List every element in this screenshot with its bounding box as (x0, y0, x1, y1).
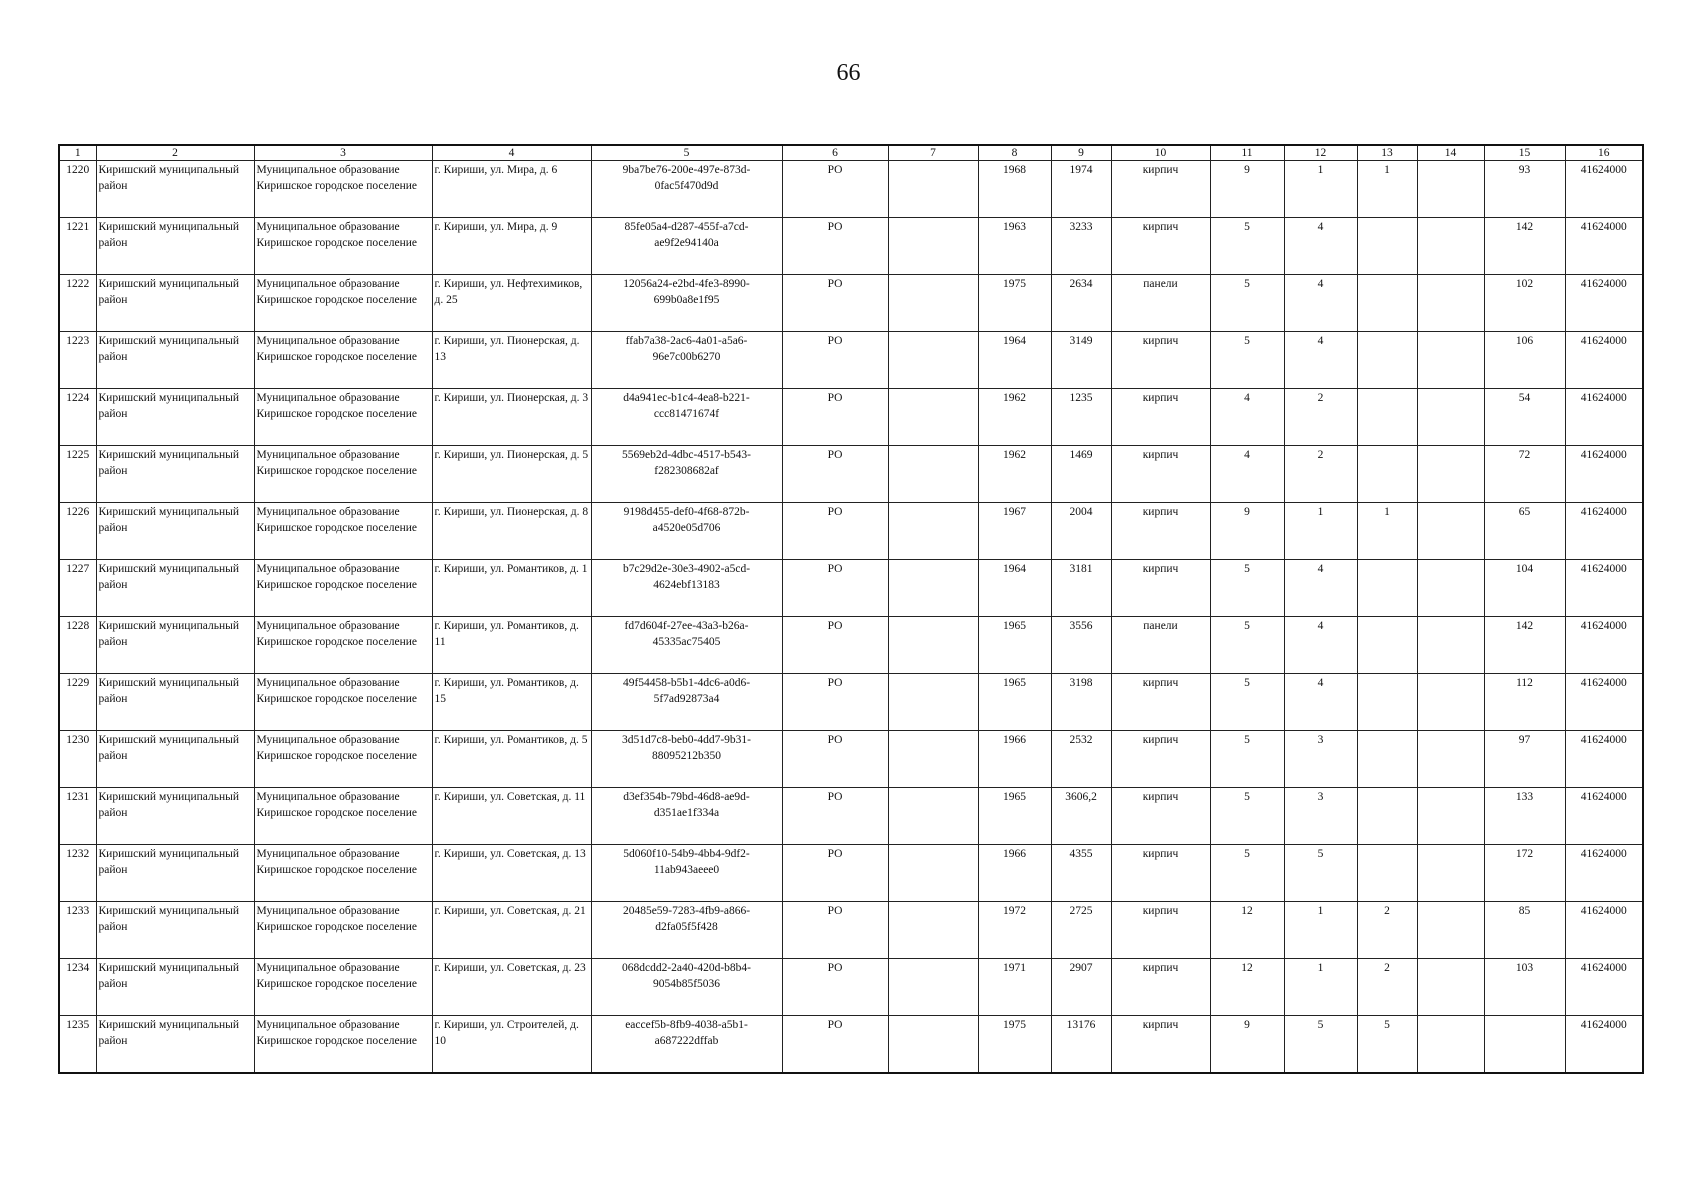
table-cell-col-1: 1226 (59, 503, 96, 560)
table-cell-col-14 (1417, 902, 1484, 959)
table-row (59, 560, 1643, 617)
table-cell-col-15: 112 (1484, 674, 1565, 731)
table-row (59, 503, 1643, 560)
table-cell-col-9: 3198 (1051, 674, 1111, 731)
table-cell-col-10: кирпич (1111, 1016, 1210, 1074)
table-cell-col-2: Киришский муниципальный район (96, 845, 254, 902)
table-cell-col-1: 1231 (59, 788, 96, 845)
table-cell-col-8: 1972 (978, 902, 1051, 959)
table-cell-col-12: 1 (1284, 959, 1357, 1016)
table-cell-col-4: г. Кириши, ул. Пионерская, д. 5 (432, 446, 591, 503)
table-cell-col-3: Муниципальное образование Киришское городское поселение (254, 1016, 432, 1074)
table-cell-col-12: 4 (1284, 560, 1357, 617)
table-cell-col-11: 9 (1210, 1016, 1284, 1074)
table-cell-col-7 (888, 446, 978, 503)
table-cell-col-11: 9 (1210, 503, 1284, 560)
table-cell-col-5: d3ef354b-79bd-46d8-ae9d-d351ae1f334a (591, 788, 782, 845)
table-cell-col-7 (888, 503, 978, 560)
table-cell-col-2: Киришский муниципальный район (96, 161, 254, 218)
table-cell-col-3: Муниципальное образование Киришское городское поселение (254, 959, 432, 1016)
column-header-15: 15 (1484, 145, 1565, 161)
table-cell-col-14 (1417, 275, 1484, 332)
table-row (59, 275, 1643, 332)
table-cell-col-16: 41624000 (1565, 332, 1643, 389)
table-cell-col-12: 4 (1284, 617, 1357, 674)
table-cell-col-15: 54 (1484, 389, 1565, 446)
table-cell-col-4: г. Кириши, ул. Нефтехимиков, д. 25 (432, 275, 591, 332)
table-cell-col-11: 5 (1210, 731, 1284, 788)
table-cell-col-6: РО (782, 959, 888, 1016)
table-cell-col-1: 1223 (59, 332, 96, 389)
table-cell-col-6: РО (782, 902, 888, 959)
table-row (59, 731, 1643, 788)
table-cell-col-16: 41624000 (1565, 674, 1643, 731)
table-cell-col-4: г. Кириши, ул. Пионерская, д. 8 (432, 503, 591, 560)
table-cell-col-2: Киришский муниципальный район (96, 674, 254, 731)
table-cell-col-11: 4 (1210, 446, 1284, 503)
column-header-2: 2 (96, 145, 254, 161)
table-cell-col-7 (888, 902, 978, 959)
table-cell-col-12: 2 (1284, 389, 1357, 446)
table-cell-col-1: 1228 (59, 617, 96, 674)
table-cell-col-5: d4a941ec-b1c4-4ea8-b221-ccc81471674f (591, 389, 782, 446)
column-header-3: 3 (254, 145, 432, 161)
table-cell-col-1: 1229 (59, 674, 96, 731)
table-row (59, 446, 1643, 503)
table-cell-col-3: Муниципальное образование Киришское городское поселение (254, 446, 432, 503)
table-cell-col-14 (1417, 845, 1484, 902)
table-cell-col-4: г. Кириши, ул. Романтиков, д. 15 (432, 674, 591, 731)
table-cell-col-1: 1227 (59, 560, 96, 617)
table-cell-col-6: РО (782, 617, 888, 674)
table-cell-col-8: 1963 (978, 218, 1051, 275)
table-cell-col-2: Киришский муниципальный район (96, 788, 254, 845)
table-cell-col-8: 1965 (978, 674, 1051, 731)
table-cell-col-4: г. Кириши, ул. Строителей, д. 10 (432, 1016, 591, 1074)
table-cell-col-2: Киришский муниципальный район (96, 275, 254, 332)
table-cell-col-3: Муниципальное образование Киришское городское поселение (254, 503, 432, 560)
table-cell-col-7 (888, 218, 978, 275)
table-cell-col-12: 4 (1284, 275, 1357, 332)
table-cell-col-14 (1417, 446, 1484, 503)
table-cell-col-14 (1417, 959, 1484, 1016)
table-row (59, 389, 1643, 446)
table-row (59, 845, 1643, 902)
table-cell-col-7 (888, 674, 978, 731)
table-cell-col-4: г. Кириши, ул. Советская, д. 21 (432, 902, 591, 959)
table-cell-col-10: кирпич (1111, 503, 1210, 560)
table-cell-col-14 (1417, 332, 1484, 389)
column-header-16: 16 (1565, 145, 1643, 161)
table-cell-col-6: РО (782, 845, 888, 902)
table-cell-col-13: 5 (1357, 1016, 1417, 1074)
table-cell-col-1: 1235 (59, 1016, 96, 1074)
table-cell-col-13 (1357, 218, 1417, 275)
table-cell-col-7 (888, 845, 978, 902)
table-cell-col-16: 41624000 (1565, 788, 1643, 845)
table-cell-col-9: 2004 (1051, 503, 1111, 560)
table-cell-col-3: Муниципальное образование Киришское городское поселение (254, 560, 432, 617)
table-cell-col-9: 13176 (1051, 1016, 1111, 1074)
table-cell-col-16: 41624000 (1565, 731, 1643, 788)
table-cell-col-15: 142 (1484, 617, 1565, 674)
table-cell-col-10: кирпич (1111, 560, 1210, 617)
table-cell-col-8: 1964 (978, 332, 1051, 389)
table-row (59, 788, 1643, 845)
table-cell-col-7 (888, 731, 978, 788)
column-header-1: 1 (59, 145, 96, 161)
table-cell-col-5: 5569eb2d-4dbc-4517-b543-f282308682af (591, 446, 782, 503)
table-cell-col-10: кирпич (1111, 845, 1210, 902)
column-header-11: 11 (1210, 145, 1284, 161)
column-header-8: 8 (978, 145, 1051, 161)
table-cell-col-11: 5 (1210, 788, 1284, 845)
table-cell-col-1: 1232 (59, 845, 96, 902)
table-cell-col-11: 5 (1210, 332, 1284, 389)
table-cell-col-4: г. Кириши, ул. Мира, д. 9 (432, 218, 591, 275)
table-cell-col-6: РО (782, 788, 888, 845)
table-cell-col-3: Муниципальное образование Киришское городское поселение (254, 674, 432, 731)
table-cell-col-3: Муниципальное образование Киришское городское поселение (254, 389, 432, 446)
table-cell-col-5: 068dcdd2-2a40-420d-b8b4-9054b85f5036 (591, 959, 782, 1016)
table-cell-col-15: 142 (1484, 218, 1565, 275)
table-cell-col-15: 97 (1484, 731, 1565, 788)
column-header-7: 7 (888, 145, 978, 161)
table-cell-col-1: 1233 (59, 902, 96, 959)
table-cell-col-10: кирпич (1111, 332, 1210, 389)
table-cell-col-15: 103 (1484, 959, 1565, 1016)
table-cell-col-6: РО (782, 446, 888, 503)
table-cell-col-4: г. Кириши, ул. Романтиков, д. 11 (432, 617, 591, 674)
column-header-13: 13 (1357, 145, 1417, 161)
page-number: 66 (836, 60, 861, 86)
table-cell-col-13 (1357, 617, 1417, 674)
table-cell-col-10: кирпич (1111, 389, 1210, 446)
table-cell-col-11: 5 (1210, 560, 1284, 617)
table-cell-col-4: г. Кириши, ул. Романтиков, д. 5 (432, 731, 591, 788)
table-row (59, 161, 1643, 218)
table-cell-col-6: РО (782, 674, 888, 731)
table-cell-col-11: 9 (1210, 161, 1284, 218)
table-cell-col-7 (888, 617, 978, 674)
table-cell-col-12: 3 (1284, 731, 1357, 788)
table-cell-col-9: 3149 (1051, 332, 1111, 389)
table-cell-col-14 (1417, 788, 1484, 845)
table-cell-col-9: 3556 (1051, 617, 1111, 674)
table-cell-col-13: 2 (1357, 902, 1417, 959)
table-cell-col-5: 9ba7be76-200e-497e-873d-0fac5f470d9d (591, 161, 782, 218)
table-cell-col-12: 4 (1284, 332, 1357, 389)
table-cell-col-6: РО (782, 731, 888, 788)
table-cell-col-3: Муниципальное образование Киришское городское поселение (254, 617, 432, 674)
table-cell-col-13 (1357, 731, 1417, 788)
table-cell-col-15: 85 (1484, 902, 1565, 959)
column-header-9: 9 (1051, 145, 1111, 161)
table-cell-col-1: 1220 (59, 161, 96, 218)
table-cell-col-7 (888, 560, 978, 617)
table-cell-col-8: 1968 (978, 161, 1051, 218)
table-cell-col-12: 4 (1284, 218, 1357, 275)
table-cell-col-2: Киришский муниципальный район (96, 446, 254, 503)
table-cell-col-4: г. Кириши, ул. Советская, д. 13 (432, 845, 591, 902)
table-cell-col-15: 133 (1484, 788, 1565, 845)
table-cell-col-9: 3181 (1051, 560, 1111, 617)
table-cell-col-8: 1965 (978, 617, 1051, 674)
table-cell-col-3: Муниципальное образование Киришское городское поселение (254, 788, 432, 845)
table-cell-col-5: 85fe05a4-d287-455f-a7cd-ae9f2e94140a (591, 218, 782, 275)
column-header-4: 4 (432, 145, 591, 161)
table-cell-col-9: 2725 (1051, 902, 1111, 959)
table-row (59, 1016, 1643, 1074)
table-cell-col-15: 102 (1484, 275, 1565, 332)
table-cell-col-16: 41624000 (1565, 503, 1643, 560)
table-cell-col-12: 3 (1284, 788, 1357, 845)
table-cell-col-12: 5 (1284, 845, 1357, 902)
table-cell-col-2: Киришский муниципальный район (96, 389, 254, 446)
table-cell-col-16: 41624000 (1565, 617, 1643, 674)
table-cell-col-5: fd7d604f-27ee-43a3-b26a-45335ac75405 (591, 617, 782, 674)
table-cell-col-10: кирпич (1111, 731, 1210, 788)
column-header-6: 6 (782, 145, 888, 161)
table-cell-col-13 (1357, 389, 1417, 446)
table-cell-col-3: Муниципальное образование Киришское городское поселение (254, 845, 432, 902)
table-cell-col-13: 1 (1357, 503, 1417, 560)
table-cell-col-12: 2 (1284, 446, 1357, 503)
table-row (59, 959, 1643, 1016)
table-row (59, 218, 1643, 275)
table-cell-col-10: кирпич (1111, 446, 1210, 503)
table-cell-col-13 (1357, 674, 1417, 731)
table-cell-col-3: Муниципальное образование Киришское городское поселение (254, 731, 432, 788)
table-cell-col-9: 4355 (1051, 845, 1111, 902)
table-cell-col-5: 49f54458-b5b1-4dc6-a0d6-5f7ad92873a4 (591, 674, 782, 731)
table-row (59, 902, 1643, 959)
column-header-14: 14 (1417, 145, 1484, 161)
table-cell-col-8: 1975 (978, 275, 1051, 332)
table-cell-col-5: eaccef5b-8fb9-4038-a5b1-a687222dffab (591, 1016, 782, 1074)
table-cell-col-4: г. Кириши, ул. Мира, д. 6 (432, 161, 591, 218)
table-cell-col-12: 1 (1284, 503, 1357, 560)
table-cell-col-13: 2 (1357, 959, 1417, 1016)
housing-register-table (58, 144, 1644, 1074)
table-cell-col-9: 2634 (1051, 275, 1111, 332)
table-cell-col-11: 12 (1210, 959, 1284, 1016)
table-cell-col-3: Муниципальное образование Киришское городское поселение (254, 161, 432, 218)
table-cell-col-4: г. Кириши, ул. Пионерская, д. 3 (432, 389, 591, 446)
table-cell-col-13 (1357, 446, 1417, 503)
table-cell-col-16: 41624000 (1565, 959, 1643, 1016)
table-cell-col-13 (1357, 845, 1417, 902)
table-cell-col-6: РО (782, 218, 888, 275)
table-cell-col-6: РО (782, 560, 888, 617)
table-cell-col-4: г. Кириши, ул. Советская, д. 23 (432, 959, 591, 1016)
table-cell-col-9: 2907 (1051, 959, 1111, 1016)
table-cell-col-16: 41624000 (1565, 218, 1643, 275)
table-cell-col-15: 93 (1484, 161, 1565, 218)
table-cell-col-11: 5 (1210, 845, 1284, 902)
table-cell-col-2: Киришский муниципальный район (96, 560, 254, 617)
table-cell-col-9: 1974 (1051, 161, 1111, 218)
table-cell-col-8: 1966 (978, 845, 1051, 902)
table-cell-col-11: 5 (1210, 617, 1284, 674)
table-cell-col-7 (888, 389, 978, 446)
table-cell-col-13 (1357, 560, 1417, 617)
table-cell-col-5: 9198d455-def0-4f68-872b-a4520e05d706 (591, 503, 782, 560)
table-cell-col-6: РО (782, 389, 888, 446)
table-cell-col-6: РО (782, 1016, 888, 1074)
table-cell-col-10: панели (1111, 275, 1210, 332)
table-cell-col-8: 1966 (978, 731, 1051, 788)
table-cell-col-15: 104 (1484, 560, 1565, 617)
table-cell-col-3: Муниципальное образование Киришское городское поселение (254, 218, 432, 275)
table-cell-col-10: кирпич (1111, 788, 1210, 845)
table-row (59, 617, 1643, 674)
table-cell-col-5: 3d51d7c8-beb0-4dd7-9b31-88095212b350 (591, 731, 782, 788)
table-cell-col-7 (888, 161, 978, 218)
table-cell-col-13 (1357, 332, 1417, 389)
table-cell-col-2: Киришский муниципальный район (96, 332, 254, 389)
table-cell-col-13 (1357, 275, 1417, 332)
table-row (59, 674, 1643, 731)
table-cell-col-6: РО (782, 503, 888, 560)
table-cell-col-3: Муниципальное образование Киришское городское поселение (254, 332, 432, 389)
table-cell-col-8: 1962 (978, 389, 1051, 446)
table-cell-col-16: 41624000 (1565, 275, 1643, 332)
table-cell-col-15: 65 (1484, 503, 1565, 560)
table-cell-col-12: 5 (1284, 1016, 1357, 1074)
table-cell-col-2: Киришский муниципальный район (96, 902, 254, 959)
table-cell-col-5: b7c29d2e-30e3-4902-a5cd-4624ebf13183 (591, 560, 782, 617)
table-cell-col-11: 12 (1210, 902, 1284, 959)
table-cell-col-4: г. Кириши, ул. Пионерская, д. 13 (432, 332, 591, 389)
table-cell-col-9: 1235 (1051, 389, 1111, 446)
table-cell-col-15: 72 (1484, 446, 1565, 503)
table-cell-col-15 (1484, 1016, 1565, 1074)
table-cell-col-14 (1417, 503, 1484, 560)
table-cell-col-1: 1230 (59, 731, 96, 788)
table-cell-col-10: кирпич (1111, 218, 1210, 275)
table-cell-col-3: Муниципальное образование Киришское городское поселение (254, 275, 432, 332)
table-cell-col-10: кирпич (1111, 674, 1210, 731)
table-cell-col-4: г. Кириши, ул. Романтиков, д. 1 (432, 560, 591, 617)
column-number-row (59, 145, 1643, 161)
table-cell-col-16: 41624000 (1565, 902, 1643, 959)
table-cell-col-13: 1 (1357, 161, 1417, 218)
table-cell-col-2: Киришский муниципальный район (96, 503, 254, 560)
table-cell-col-14 (1417, 674, 1484, 731)
table-cell-col-2: Киришский муниципальный район (96, 218, 254, 275)
table-cell-col-8: 1965 (978, 788, 1051, 845)
table-row (59, 332, 1643, 389)
table-cell-col-8: 1962 (978, 446, 1051, 503)
table-cell-col-13 (1357, 788, 1417, 845)
table-cell-col-11: 4 (1210, 389, 1284, 446)
table-cell-col-7 (888, 1016, 978, 1074)
table-cell-col-1: 1234 (59, 959, 96, 1016)
table-cell-col-6: РО (782, 161, 888, 218)
table-cell-col-7 (888, 332, 978, 389)
table-cell-col-9: 1469 (1051, 446, 1111, 503)
table-cell-col-2: Киришский муниципальный район (96, 1016, 254, 1074)
table-cell-col-16: 41624000 (1565, 560, 1643, 617)
table-cell-col-10: кирпич (1111, 902, 1210, 959)
table-cell-col-1: 1222 (59, 275, 96, 332)
table-cell-col-2: Киришский муниципальный район (96, 617, 254, 674)
table-cell-col-11: 5 (1210, 674, 1284, 731)
table-cell-col-9: 3233 (1051, 218, 1111, 275)
column-header-5: 5 (591, 145, 782, 161)
table-cell-col-9: 3606,2 (1051, 788, 1111, 845)
table-cell-col-15: 106 (1484, 332, 1565, 389)
table-cell-col-9: 2532 (1051, 731, 1111, 788)
table-cell-col-11: 5 (1210, 275, 1284, 332)
table-cell-col-14 (1417, 617, 1484, 674)
table-body (59, 161, 1643, 1074)
table-cell-col-15: 172 (1484, 845, 1565, 902)
table-cell-col-7 (888, 275, 978, 332)
table-cell-col-10: кирпич (1111, 161, 1210, 218)
table-cell-col-5: 20485e59-7283-4fb9-a866-d2fa05f5f428 (591, 902, 782, 959)
table-cell-col-5: ffab7a38-2ac6-4a01-a5a6-96e7c00b6270 (591, 332, 782, 389)
table-cell-col-8: 1964 (978, 560, 1051, 617)
table-cell-col-12: 4 (1284, 674, 1357, 731)
column-header-10: 10 (1111, 145, 1210, 161)
table-cell-col-12: 1 (1284, 902, 1357, 959)
table-cell-col-2: Киришский муниципальный район (96, 731, 254, 788)
table-cell-col-16: 41624000 (1565, 161, 1643, 218)
table-cell-col-16: 41624000 (1565, 1016, 1643, 1074)
table-cell-col-14 (1417, 218, 1484, 275)
table-cell-col-14 (1417, 389, 1484, 446)
table-cell-col-6: РО (782, 275, 888, 332)
table-cell-col-16: 41624000 (1565, 389, 1643, 446)
table-cell-col-14 (1417, 161, 1484, 218)
table-cell-col-10: кирпич (1111, 959, 1210, 1016)
table-cell-col-16: 41624000 (1565, 446, 1643, 503)
table-cell-col-8: 1975 (978, 1016, 1051, 1074)
table-cell-col-14 (1417, 731, 1484, 788)
table-cell-col-14 (1417, 560, 1484, 617)
table-cell-col-8: 1967 (978, 503, 1051, 560)
table-cell-col-1: 1221 (59, 218, 96, 275)
table-cell-col-11: 5 (1210, 218, 1284, 275)
table-cell-col-8: 1971 (978, 959, 1051, 1016)
table-cell-col-2: Киришский муниципальный район (96, 959, 254, 1016)
table-cell-col-14 (1417, 1016, 1484, 1074)
table-cell-col-7 (888, 788, 978, 845)
table-cell-col-1: 1224 (59, 389, 96, 446)
table-cell-col-16: 41624000 (1565, 845, 1643, 902)
table-cell-col-6: РО (782, 332, 888, 389)
table-cell-col-3: Муниципальное образование Киришское городское поселение (254, 902, 432, 959)
table-cell-col-10: панели (1111, 617, 1210, 674)
table-cell-col-7 (888, 959, 978, 1016)
table-cell-col-5: 5d060f10-54b9-4bb4-9df2-11ab943aeee0 (591, 845, 782, 902)
table-cell-col-5: 12056a24-e2bd-4fe3-8990-699b0a8e1f95 (591, 275, 782, 332)
table-cell-col-1: 1225 (59, 446, 96, 503)
table-cell-col-4: г. Кириши, ул. Советская, д. 11 (432, 788, 591, 845)
table-cell-col-12: 1 (1284, 161, 1357, 218)
column-header-12: 12 (1284, 145, 1357, 161)
